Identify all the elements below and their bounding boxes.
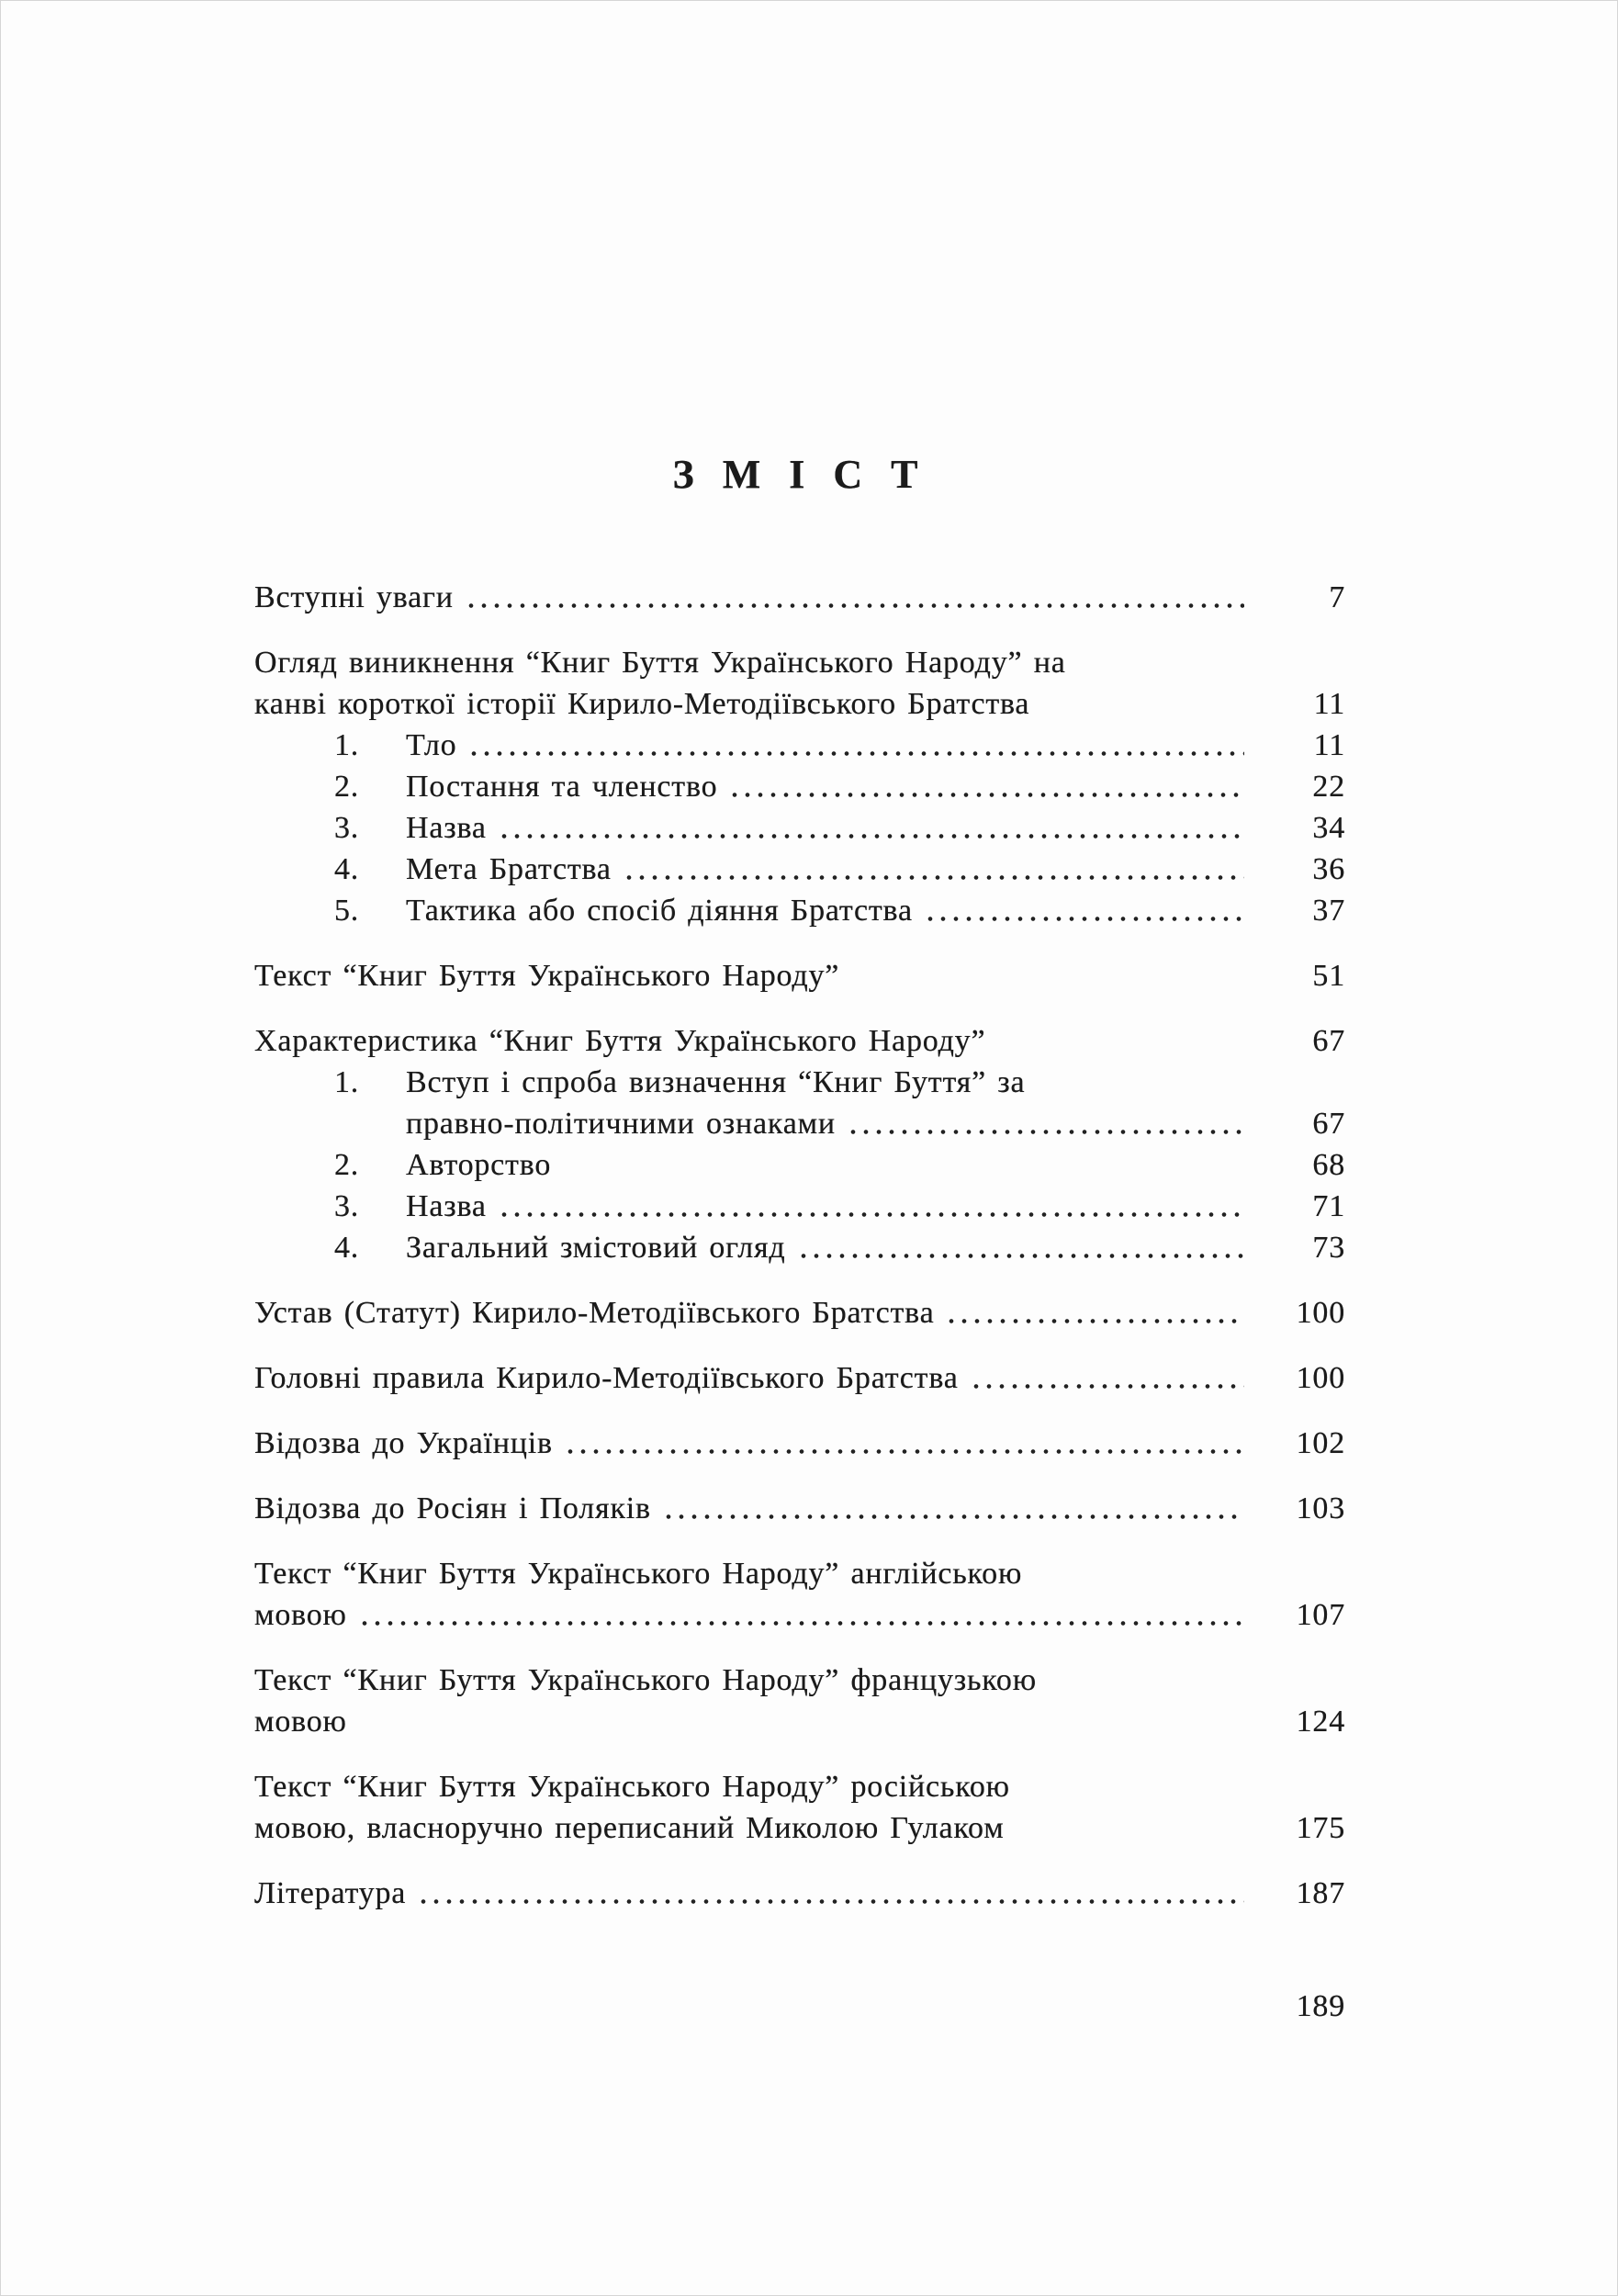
entry-page-number: 67	[1312, 1024, 1345, 1058]
entry-label-continued: Постання та членство	[406, 770, 718, 804]
entry-label-continued: мовою	[254, 1705, 347, 1739]
entry-page-number: 7	[1329, 580, 1345, 614]
entry-page-number: 107	[1296, 1598, 1345, 1632]
toc-entry	[254, 1766, 1345, 1849]
entry-page-number: 175	[1296, 1811, 1345, 1845]
entry-label-continued: Характеристика “Книг Буття Українського Народу”	[254, 1024, 986, 1058]
entry-item-number: 1.	[334, 1065, 360, 1099]
entry-label-continued: Тактика або спосіб діяння Братства	[406, 894, 913, 928]
dot-leader	[662, 1514, 1244, 1520]
entry-page-number: 100	[1296, 1296, 1345, 1330]
entry-label-continued: правно-політичними ознаками	[406, 1107, 836, 1141]
toc-entry	[254, 1292, 1345, 1334]
dot-leader	[562, 1170, 1244, 1176]
entry-item-number: 4.	[334, 1231, 360, 1265]
dot-leader	[728, 792, 1244, 798]
toc-entry	[254, 577, 1345, 618]
toc-entry-last-line	[254, 577, 1345, 618]
entry-page-number: 37	[1312, 894, 1345, 928]
toc-entry-first-line	[254, 1553, 1345, 1594]
toc-entry	[254, 642, 1345, 725]
entry-label-continued: Література	[254, 1876, 407, 1910]
toc-entry-first-line	[254, 1766, 1345, 1807]
dot-leader	[498, 833, 1244, 839]
entry-label-continued: канві короткої історії Кирило-Методіївського Братства	[254, 687, 1030, 721]
toc-entry-last-line	[334, 766, 1345, 807]
toc-list	[254, 577, 1345, 1914]
toc-entry	[254, 1357, 1345, 1399]
toc-entry	[254, 849, 1345, 890]
entry-label-continued: мовою, власноручно переписаний Миколою Гулаком	[254, 1811, 1005, 1845]
entry-label-continued: Авторство	[406, 1148, 552, 1182]
entry-label-continued: Устав (Статут) Кирило-Методіївського Братства	[254, 1296, 935, 1330]
entry-page-number: 51	[1312, 959, 1345, 993]
dot-leader	[924, 916, 1244, 922]
entry-label-continued: Тло	[406, 728, 457, 762]
toc-entry-last-line	[254, 683, 1345, 725]
dot-leader	[850, 981, 1244, 987]
toc-entry-first-line	[334, 1062, 1345, 1103]
entry-page-number: 187	[1296, 1876, 1345, 1910]
toc-entry-last-line	[254, 1357, 1345, 1399]
dot-leader	[498, 1211, 1244, 1218]
dot-leader	[797, 1253, 1245, 1259]
dot-leader	[465, 602, 1244, 609]
toc-entry-last-line	[254, 1701, 1345, 1742]
dot-leader	[564, 1448, 1244, 1455]
dot-leader	[996, 1046, 1244, 1052]
toc-entry-last-line	[334, 849, 1345, 890]
toc-entry	[254, 1144, 1345, 1186]
entry-item-number: 3.	[334, 811, 360, 845]
toc-entry	[254, 1423, 1345, 1464]
toc-entry-last-line	[254, 1292, 1345, 1334]
toc-entry	[254, 1553, 1345, 1636]
toc-entry	[254, 955, 1345, 996]
toc-entry-last-line	[254, 1594, 1345, 1636]
entry-label-continued: Назва	[406, 1189, 487, 1223]
toc-entry	[254, 1020, 1345, 1062]
page-title: З М І С Т	[672, 452, 927, 497]
entry-page-number: 71	[1312, 1189, 1345, 1223]
toc-entry-last-line	[334, 725, 1345, 766]
toc-entry	[254, 1227, 1345, 1268]
toc-entry-last-line	[334, 1186, 1345, 1227]
entry-label: Текст “Книг Буття Українського Народу” французькою	[254, 1663, 1037, 1697]
entry-page-number: 103	[1296, 1491, 1345, 1525]
entry-page-number: 11	[1313, 728, 1345, 762]
entry-label: Огляд виникнення “Книг Буття Українського Народу” на	[254, 646, 1066, 680]
entry-label: Текст “Книг Буття Українського Народу” російською	[254, 1770, 1010, 1804]
toc-entry-last-line	[254, 1873, 1345, 1914]
dot-leader	[417, 1898, 1244, 1905]
entry-label-continued: Мета Братства	[406, 852, 612, 886]
dot-leader	[358, 1727, 1244, 1733]
entry-label: Вступ і спроба визначення “Книг Буття” за	[406, 1065, 1026, 1099]
entry-label-continued: Головні правила Кирило-Методіївського Братства	[254, 1361, 959, 1395]
dot-leader	[1016, 1833, 1244, 1840]
entry-label-continued: Вступні уваги	[254, 580, 454, 614]
entry-item-number: 2.	[334, 1148, 360, 1182]
dot-leader	[623, 874, 1244, 881]
toc-entry-first-line	[254, 1660, 1345, 1701]
entry-page-number: 34	[1312, 811, 1345, 845]
toc-entry	[254, 1488, 1345, 1529]
entry-item-number: 5.	[334, 894, 360, 928]
entry-label-continued: Загальний змістовий огляд	[406, 1231, 786, 1265]
toc-entry-last-line	[254, 1807, 1345, 1849]
dot-leader	[945, 1318, 1244, 1324]
toc-entry-last-line	[254, 1423, 1345, 1464]
entry-label-continued: мовою	[254, 1598, 347, 1632]
entry-label-continued: Назва	[406, 811, 487, 845]
entry-label: Текст “Книг Буття Українського Народу” англійською	[254, 1557, 1023, 1591]
entry-page-number: 124	[1296, 1705, 1345, 1739]
toc-entry	[254, 1062, 1345, 1144]
entry-label-continued: Відозва до Росіян і Поляків	[254, 1491, 651, 1525]
toc-entry	[254, 1873, 1345, 1914]
toc-entry	[254, 1186, 1345, 1227]
toc-entry-last-line	[334, 1227, 1345, 1268]
toc-entry-last-line	[254, 1488, 1345, 1529]
toc-entry-last-line	[334, 1144, 1345, 1186]
dot-leader	[847, 1129, 1244, 1135]
dot-leader	[1040, 709, 1244, 715]
entry-label-continued: Відозва до Українців	[254, 1426, 553, 1460]
entry-item-number: 1.	[334, 728, 360, 762]
entry-item-number: 4.	[334, 852, 360, 886]
toc-entry-last-line	[334, 807, 1345, 849]
entry-page-number: 67	[1312, 1107, 1345, 1141]
entry-page-number: 11	[1313, 687, 1345, 721]
toc-entry-last-line	[254, 1020, 1345, 1062]
dot-leader	[467, 750, 1244, 757]
entry-item-number: 3.	[334, 1189, 360, 1223]
dot-leader	[358, 1620, 1244, 1626]
toc-entry-first-line	[254, 642, 1345, 683]
dot-leader	[970, 1383, 1244, 1390]
entry-page-number: 73	[1312, 1231, 1345, 1265]
toc-entry	[254, 807, 1345, 849]
book-page-number: 189	[1296, 1989, 1345, 2023]
toc-entry	[254, 725, 1345, 766]
toc-entry-last-line	[254, 955, 1345, 996]
entry-page-number: 100	[1296, 1361, 1345, 1395]
toc-entry	[254, 1660, 1345, 1742]
entry-page-number: 36	[1312, 852, 1345, 886]
toc-entry	[254, 766, 1345, 807]
entry-page-number: 22	[1312, 770, 1345, 804]
toc-entry-last-line	[334, 890, 1345, 931]
entry-page-number: 102	[1296, 1426, 1345, 1460]
entry-page-number: 68	[1312, 1148, 1345, 1182]
entry-label-continued: Текст “Книг Буття Українського Народу”	[254, 959, 840, 993]
toc-entry-last-line	[334, 1103, 1345, 1144]
toc-entry	[254, 890, 1345, 931]
entry-item-number: 2.	[334, 770, 360, 804]
